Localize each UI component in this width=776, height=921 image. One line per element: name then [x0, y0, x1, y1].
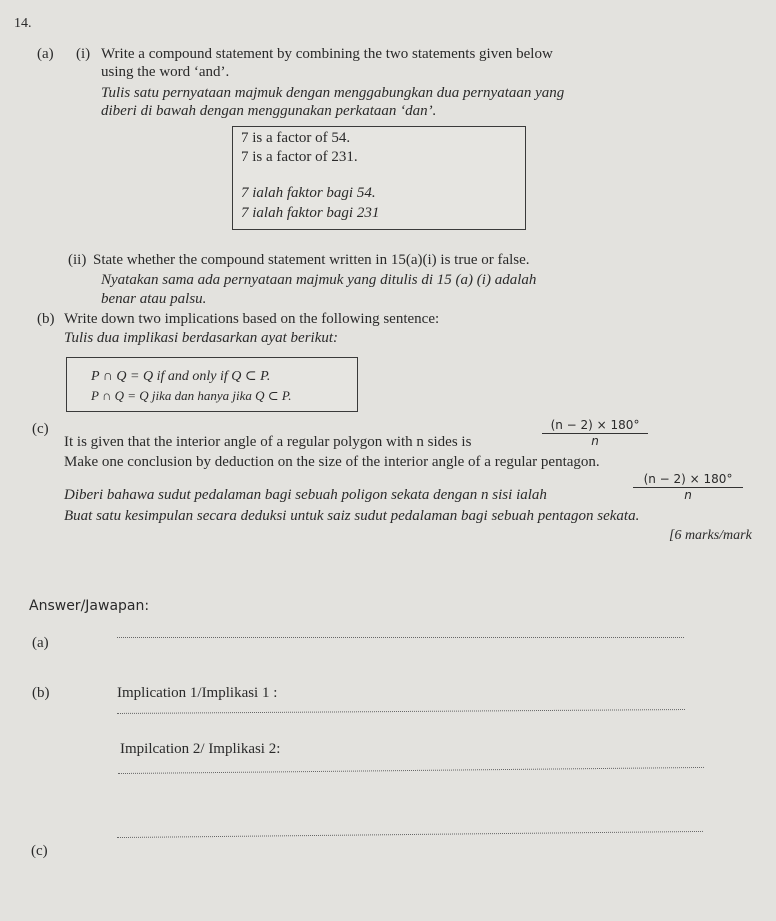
- implication-1-line[interactable]: [117, 709, 685, 714]
- statement-2: 7 is a factor of 231.: [241, 149, 358, 165]
- part-a-ii-label: (ii): [68, 252, 87, 268]
- implication-1-label: Implication 1/Implikasi 1 :: [117, 685, 278, 701]
- part-c-text-2: Make one conclusion by deduction on the size of the interior angle of a regular pentagon.: [64, 454, 600, 470]
- part-a-ii-text-1: State whether the compound statement written in 15(a)(i) is true or false.: [93, 252, 530, 268]
- fraction-malay: [633, 472, 743, 502]
- marks-label: [6 marks/mark: [669, 528, 752, 543]
- part-b-label: (b): [37, 311, 55, 327]
- part-a-i-label: (i): [76, 46, 91, 62]
- implication-2-label: Impilcation 2/ Implikasi 2:: [120, 741, 281, 757]
- sentence-malay: P ∩ Q = Q jika dan hanya jika Q ⊂ P.: [91, 388, 292, 403]
- part-b-text-1: Write down two implications based on the following sentence:: [64, 311, 440, 327]
- statement-2-malay: 7 ialah faktor bagi 231: [241, 205, 380, 221]
- part-c-malay-1: Diberi bahawa sudut pedalaman bagi sebuah poligon sekata dengan n sisi ialah: [64, 487, 547, 503]
- sentence-english: P ∩ Q = Q if and only if Q ⊂ P.: [91, 369, 271, 384]
- answer-a-label: (a): [32, 635, 49, 651]
- statement-1-malay: 7 ialah faktor bagi 54.: [241, 185, 376, 201]
- part-a-label: (a): [37, 46, 54, 62]
- part-a-i-malay-1: Tulis satu pernyataan majmuk dengan menggabungkan dua pernyataan yang: [101, 85, 565, 101]
- part-a-i-text-1: Write a compound statement by combining the two statements given below: [101, 46, 553, 62]
- fraction-malay-denominator: n: [684, 488, 692, 502]
- part-a-ii-malay-2: benar atau palsu.: [101, 291, 207, 307]
- answer-c-label: (c): [31, 843, 48, 859]
- implication-2-line[interactable]: [118, 767, 704, 774]
- part-c-malay-2: Buat satu kesimpulan secara deduksi untuk saiz sudut pedalaman bagi sebuah pentagon sekata.: [64, 508, 640, 524]
- question-number: 14.: [14, 16, 32, 31]
- statement-1: 7 is a factor of 54.: [241, 130, 351, 146]
- part-a-i-text-2: using the word ‘and’.: [101, 64, 230, 80]
- fraction-numerator: (n − 2) × 180°: [542, 418, 648, 434]
- answer-a-line[interactable]: [117, 637, 684, 638]
- fraction-malay-numerator: (n − 2) × 180°: [633, 472, 743, 488]
- part-c-label: (c): [32, 421, 49, 437]
- part-b-malay-1: Tulis dua implikasi berdasarkan ayat berikut:: [64, 330, 339, 346]
- part-c-text-1: It is given that the interior angle of a regular polygon with n sides is: [64, 434, 472, 450]
- answer-c-line[interactable]: [117, 831, 703, 838]
- answer-heading: Answer/Jawapan:: [29, 598, 150, 614]
- answer-b-label: (b): [32, 685, 50, 701]
- fraction-english: [542, 418, 648, 448]
- part-a-ii-malay-1: Nyatakan sama ada pernyataan majmuk yang ditulis di 15 (a) (i) adalah: [101, 272, 537, 288]
- part-a-i-malay-2: diberi di bawah dengan menggunakan perkataan ‘dan’.: [101, 103, 437, 119]
- fraction-denominator: n: [591, 434, 599, 448]
